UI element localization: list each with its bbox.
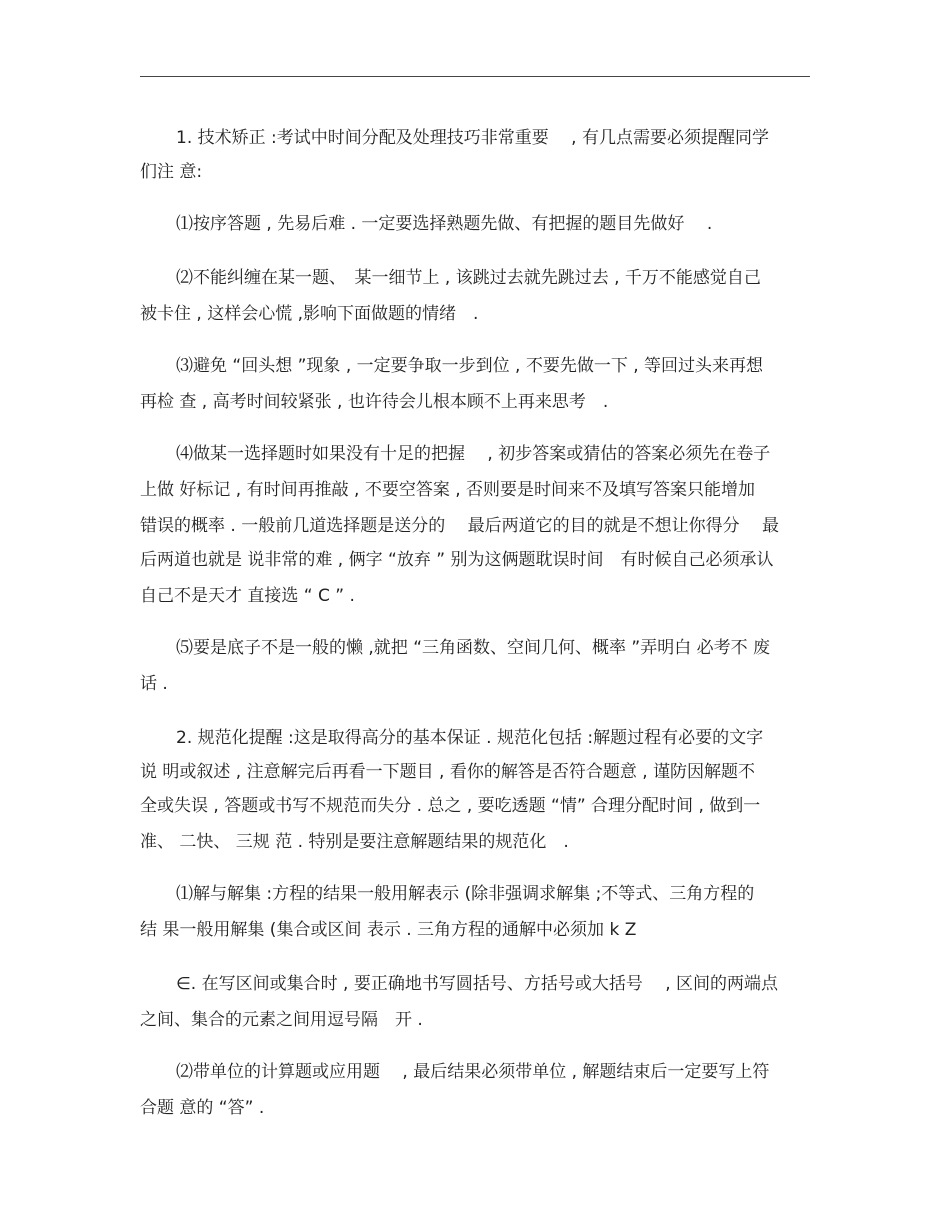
paragraph-7-line-3: 全或失误 , 答题或书写不规范而失分 . 总之 , 要吃透题 “情” 合理分配时间 , 做到一 xyxy=(140,796,761,816)
paragraph-5-line-1: ⑷做某一选择题时如果没有十足的把握 , 初步答案或猜估的答案必须先在卷子 xyxy=(176,444,771,464)
paragraph-1-line-1: 1. 技术矫正 :考试中时间分配及处理技巧非常重要 , 有几点需要必须提醒同学 xyxy=(176,128,769,148)
header-rule xyxy=(140,76,810,77)
paragraph-9-line-1: ∈. 在写区间或集合时 , 要正确地书写圆括号、方括号或大括号 , 区间的两端点 xyxy=(176,974,779,994)
paragraph-4-line-2: 再检 查 , 高考时间较紧张 , 也许待会儿根本顾不上再来思考 . xyxy=(140,392,609,412)
paragraph-6-line-2: 话 . xyxy=(140,674,168,694)
paragraph-10-line-2: 合题 意的 “答” . xyxy=(140,1098,265,1118)
paragraph-3-line-1: ⑵不能纠缠在某一题、 某一细节上 , 该跳过去就先跳过去 , 千万不能感觉自己 xyxy=(176,268,761,288)
paragraph-9-line-2: 之间、集合的元素之间用逗号隔 开 . xyxy=(140,1010,423,1030)
paragraph-10-line-1: ⑵带单位的计算题或应用题 , 最后结果必须带单位 , 解题结束后一定要写上符 xyxy=(176,1062,770,1082)
paragraph-4-line-1: ⑶避免 “回头想 ”现象 , 一定要争取一步到位 , 不要先做一下 , 等回过头来再想 xyxy=(176,356,764,376)
paragraph-5-line-5: 自己不是天才 直接选 “ C ” . xyxy=(140,586,355,606)
paragraph-7-line-2: 说 明或叙述 , 注意解完后再看一下题目 , 看你的解答是否符合题意 , 谨防因解题不 xyxy=(140,762,756,782)
paragraph-2-line-1: ⑴按序答题 , 先易后难 . 一定要选择熟题先做、有把握的题目先做好 . xyxy=(176,214,713,234)
paragraph-5-line-2: 上做 好标记 , 有时间再推敲 , 不要空答案 , 否则要是时间来不及填写答案只能增加 xyxy=(140,480,756,500)
paragraph-1-line-2: 们注 意: xyxy=(140,162,203,182)
paragraph-8-line-1: ⑴解与解集 :方程的结果一般用解表示 (除非强调求解集 ;不等式、三角方程的 xyxy=(176,884,755,904)
paragraph-8-line-2: 结 果一般用解集 (集合或区间 表示 . 三角方程的通解中必须加 k Z xyxy=(140,920,637,940)
paragraph-5-line-4: 后两道也就是 说非常的难 , 俩字 “放弃 ” 别为这俩题耽误时间 有时候自己必须承认 xyxy=(140,550,774,570)
paragraph-7-line-1: 2. 规范化提醒 :这是取得高分的基本保证 . 规范化包括 :解题过程有必要的文字 xyxy=(176,728,764,748)
paragraph-7-line-4: 准、 二快、 三规 范 . 特别是要注意解题结果的规范化 . xyxy=(140,832,569,852)
paragraph-5-line-3: 错误的概率 . 一般前几道选择题是送分的 最后两道它的目的就是不想让你得分 最 xyxy=(140,516,780,536)
paragraph-3-line-2: 被卡住 , 这样会心慌 ,影响下面做题的情绪 . xyxy=(140,304,479,324)
paragraph-6-line-1: ⑸要是底子不是一般的懒 ,就把 “三角函数、空间几何、概率 ”弄明白 必考不 废 xyxy=(176,638,771,658)
